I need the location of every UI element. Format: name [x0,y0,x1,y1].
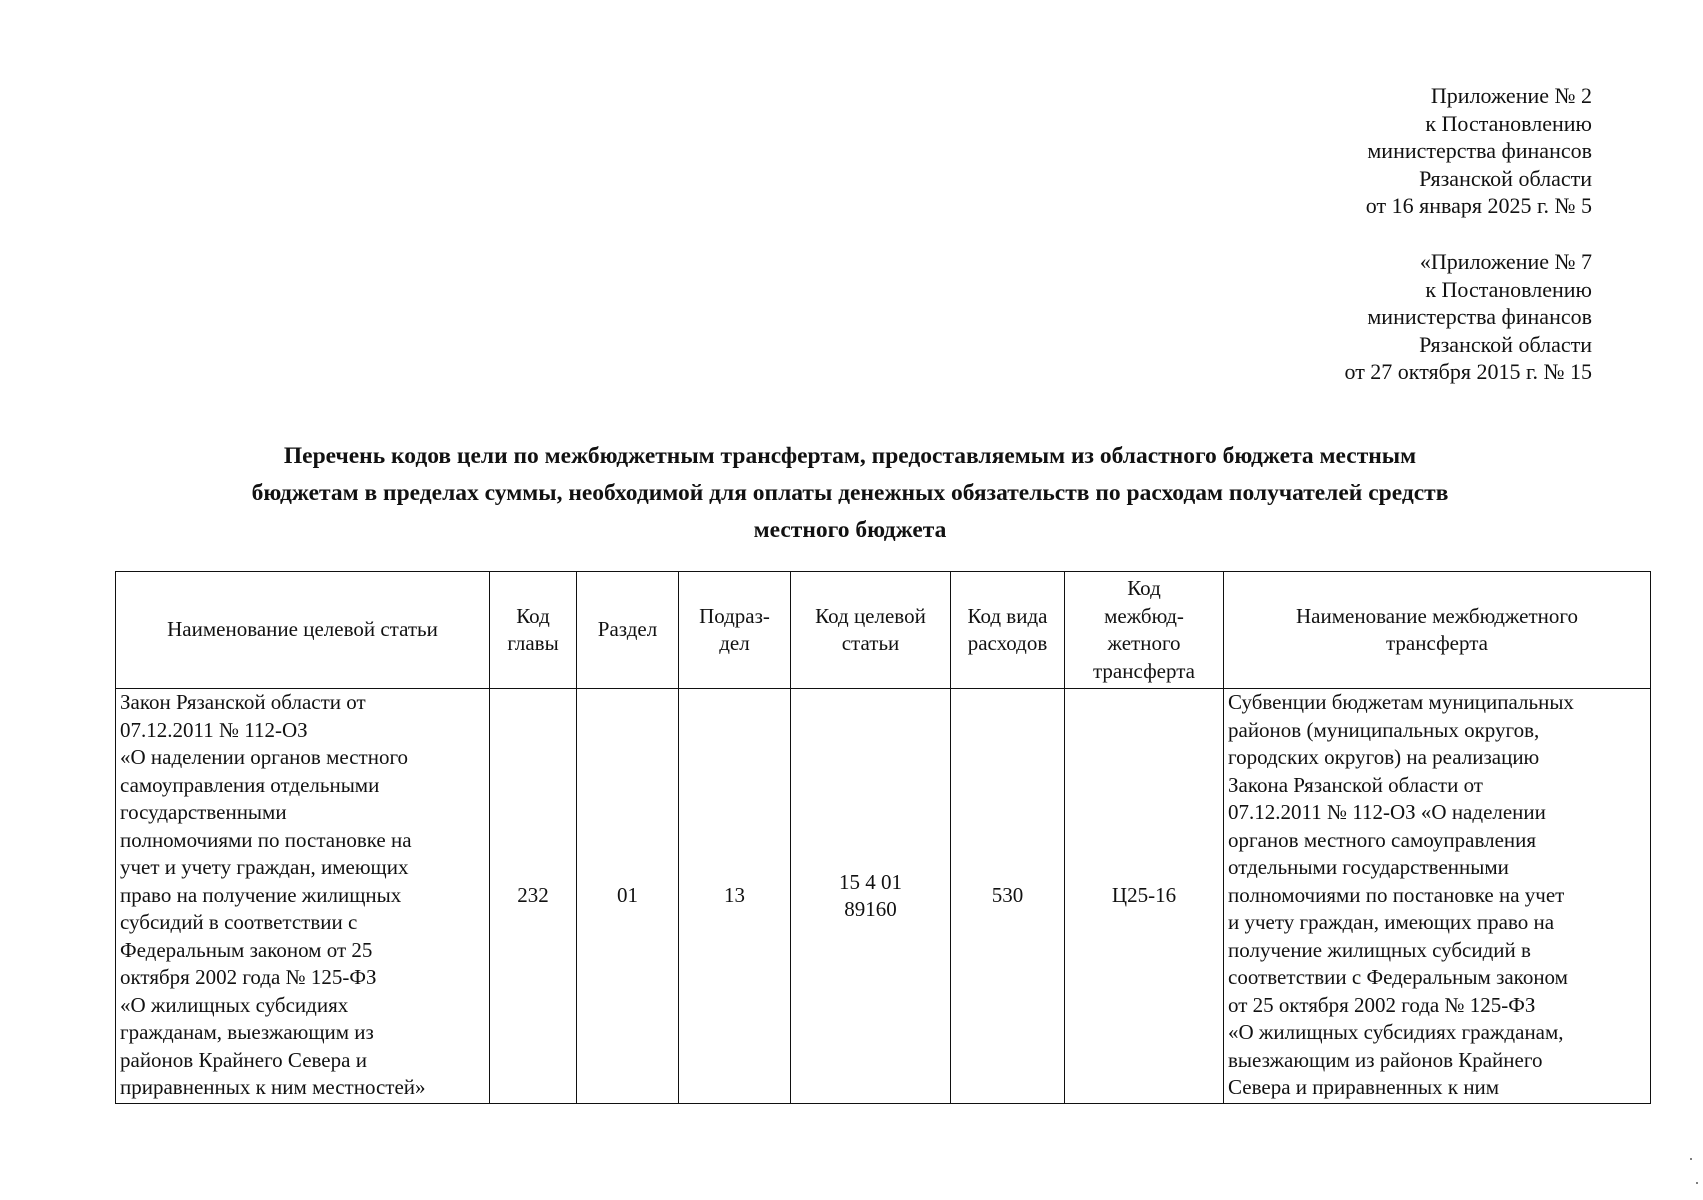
title-line: местного бюджета [753,517,947,543]
header-line: Наименование целевой статьи [167,617,438,642]
appendix-line: от 16 января 2025 г. № 5 [1365,193,1592,218]
header-transfer-code [1065,572,1224,689]
cell-line: полномочиями по постановке на [120,827,412,852]
cell-line: 07.12.2011 № 112-ОЗ [120,717,308,742]
header-expense-type [951,572,1065,689]
header-line: главы [507,631,559,655]
header-line: расходов [967,631,1048,655]
appendix-line: министерства финансов [1367,138,1592,163]
cell-line: Закон Рязанской области от [120,690,366,714]
table-header-row [116,572,1651,689]
cell-line: 15 4 01 [839,869,902,894]
cell-line: Севера и приравненных к ним [1228,1075,1500,1099]
header-transfer-name [1224,572,1651,689]
appendix-line: Рязанской области [1419,331,1592,357]
appendix-block-original [1344,248,1592,386]
header-line: трансферта [1386,631,1488,655]
appendix-line: «Приложение № 7 [1419,249,1592,274]
cell-line: субсидий в соответствии с [120,910,358,934]
header-line: жетного [1107,631,1181,655]
title-line: Перечень кодов цели по межбюджетным трансфертам, предоставляемым из областного бюджета местным [283,443,1417,469]
cell-line: октября 2002 года № 125-ФЗ [120,965,377,989]
cell-line: городских округов) на реализацию [1228,745,1540,769]
appendix-line: к Постановлению [1425,276,1592,302]
header-target-item-name [116,572,490,689]
header-line: трансферта [1093,658,1195,683]
header-subsection [679,572,791,689]
cell-line: гражданам, выезжающим из [120,1020,374,1044]
cell-target-code [791,689,951,1104]
cell-line: Субвенции бюджетам муниципальных [1228,690,1574,714]
header-line: Код [1127,576,1161,600]
appendix-block-current [1366,82,1592,220]
header-line: дел [719,631,750,655]
table-row [116,689,1651,1104]
cell-expense-type: 530 [951,689,1065,1104]
header-line: Код [516,603,550,628]
header-section [577,572,679,689]
appendix-line: Рязанской области [1419,165,1592,191]
appendix-line: министерства финансов [1367,304,1592,329]
appendix-line: от 27 октября 2015 г. № 15 [1344,359,1592,384]
cell-line: полномочиями по постановке на учет [1228,882,1565,907]
header-line: Подраз- [699,603,770,628]
cell-line: самоуправления отдельными [120,772,380,797]
cell-line: районов (муниципальных округов, [1228,717,1540,742]
cell-subsection: 13 [679,689,791,1104]
cell-target-item-name [116,689,490,1104]
scan-speck [1696,1182,1698,1184]
appendix-line: Приложение № 2 [1430,83,1592,108]
cell-line: и учету граждан, имеющих право на [1228,910,1555,934]
cell-line: Закона Рязанской области от [1228,772,1483,797]
cell-line: «О жилищных субсидиях гражданам, [1228,1020,1564,1044]
header-line: статьи [841,631,900,655]
cell-line: отдельными государственными [1228,855,1509,879]
cell-line: 07.12.2011 № 112-ОЗ «О наделении [1228,800,1546,824]
appendix-line: к Постановлению [1425,110,1592,136]
header-line: Раздел [597,617,658,642]
cell-line: учет и учету граждан, имеющих [120,855,409,879]
scan-speck [1690,1158,1692,1160]
cell-line: от 25 октября 2002 года № 125-ФЗ [1228,992,1536,1017]
cell-line: органов местного самоуправления [1228,827,1537,852]
header-chapter-code [490,572,577,689]
cell-section: 01 [577,689,679,1104]
cell-line: соответствии с Федеральным законом [1228,965,1568,989]
cell-transfer-code: Ц25-16 [1065,689,1224,1104]
cell-line: право на получение жилищных [120,882,402,907]
cell-line: 89160 [844,897,897,921]
header-line: Код целевой [815,603,926,628]
cell-line: выезжающим из районов Крайнего [1228,1047,1543,1072]
cell-line: Федеральным законом от 25 [120,937,373,962]
cell-chapter-code: 232 [490,689,577,1104]
cell-transfer-name [1224,689,1651,1104]
header-target-code [791,572,951,689]
title-line: бюджетам в пределах суммы, необходимой для оплаты денежных обязательств по расходам получателей средств [251,480,1449,506]
header-line: межбюд- [1104,603,1184,628]
cell-line: «О жилищных субсидиях [120,992,349,1017]
cell-line: получение жилищных субсидий в [1228,937,1531,962]
cell-line: государственными [120,800,287,824]
cell-line: приравненных к ним местностей» [120,1075,426,1099]
document-title [110,438,1590,549]
cell-line: «О наделении органов местного [120,745,409,769]
cell-line: районов Крайнего Севера и [120,1047,367,1072]
target-codes-table [115,571,1651,1104]
header-line: Код вида [967,603,1048,628]
header-line: Наименование межбюджетного [1296,603,1578,628]
